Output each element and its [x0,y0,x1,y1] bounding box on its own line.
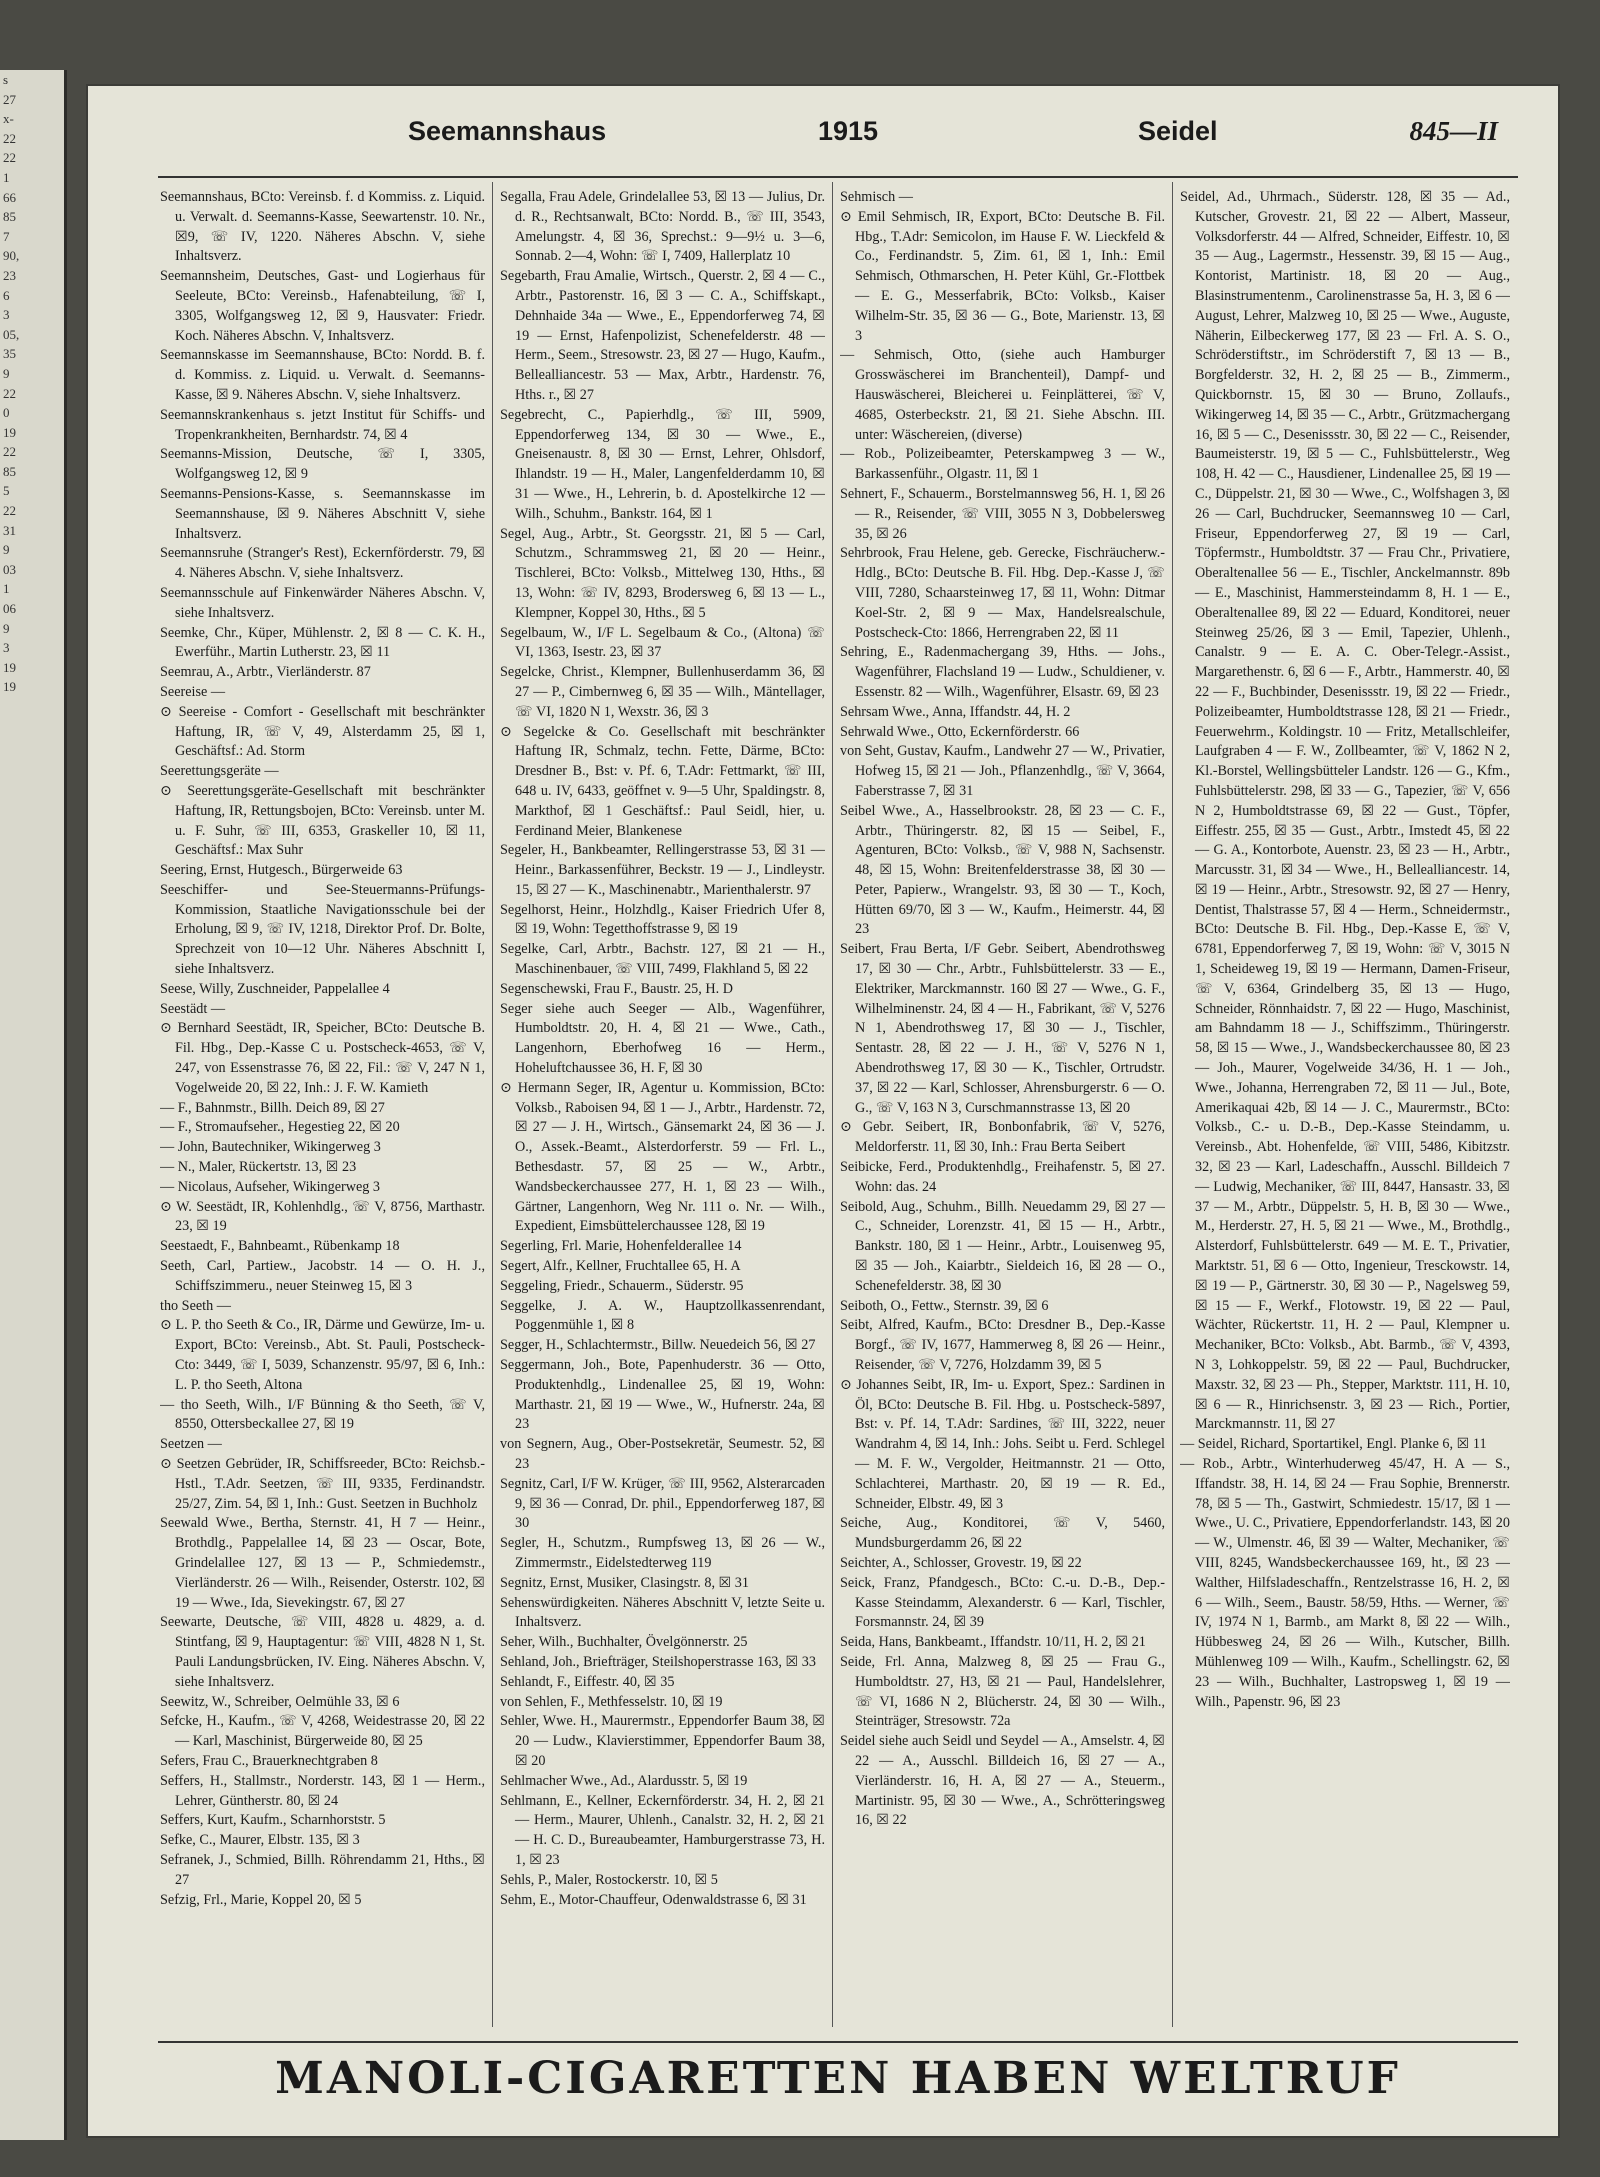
edge-text-fragment: 19 [3,424,16,440]
directory-entry: Seick, Franz, Pfandgesch., BCto: C.-u. D.-B., Dep.-Kasse Steindamm, Alexanderstr. 6 — Karl, Tischler, Forsmannstr. 24, ☒ 39 [840,1574,1165,1631]
edge-text-fragment: 31 [3,522,16,538]
directory-entry: Segler, H., Schutzm., Rumpfsweg 13, ☒ 26 — W., Zimmermstr., Eidelstedterweg 119 [500,1535,825,1571]
edge-text-fragment: 66 [3,189,16,205]
directory-entry: Sehmisch — [840,189,913,205]
directory-entry: Sehrsam Wwe., Anna, Iffandstr. 44, H. 2 [840,703,1071,720]
edge-text-fragment: 5 [3,483,10,499]
edge-text-fragment: 03 [3,561,16,577]
directory-entry: Seggelke, J. A. W., Hauptzollkassenrendant, Poggenmühle 1, ☒ 8 [500,1297,825,1334]
directory-entry: Segebrecht, C., Papierhdlg., ☏ III, 5909, Eppendorferweg 134, ☒ 30 — Wwe., E., Gneisenaustr. 8, ☒ 30 — Ernst, Lehrer, Ohlsdorf, Ihlandstr. 19 — H., Maler, Langenfelderdamm 10, ☒ 31 — Wwe., H., Lehrerin, b. d. Apostelkirche 12 — Wilh., Schuhm., Bankstr. 164, ☒ 1 [500,406,825,522]
directory-entry: von Seht, Gustav, Kaufm., Landwehr 27 — W., Privatier, Hofweg 15, ☒ 21 — Joh., Pflanzenhdlg., ☏ V, 3664, Faberstrasse 7, ☒ 31 [840,743,1165,799]
edge-text-fragment: 23 [3,267,16,283]
edge-text-fragment: 3 [3,307,10,323]
directory-entry: Sehlmacher Wwe., Ad., Alardusstr. 5, ☒ 19 [500,1772,748,1789]
adjacent-page-edge [0,70,67,2140]
edge-text-fragment: 7 [3,228,10,244]
directory-entry: ⊙ Segelcke & Co. Gesellschaft mit beschränkter Haftung IR, Schmalz, techn. Fette, Därme, BCto: Dresdner B., Bst: v. Pf. 6, T.Adr: Fettmarkt, ☏ III, 648 u. IV, 6433, geöffnet v. 9—5 Uhr, Spaldingstr. 8, Markthof, ☒ 1 Geschäftsf.: Paul Seidl, hier, u. Ferdinand Meier, Blankenese [500,723,825,839]
directory-entry: Sefzig, Frl., Marie, Koppel 20, ☒ 5 [160,1891,362,1908]
column-divider [832,182,833,2027]
directory-entry: Seeth, Carl, Partiew., Jacobstr. 14 — O. H. J., Schiffszimmeru., neuer Steinweg 15, ☒ 3 [160,1258,485,1294]
directory-entry: Seestädt — [160,1000,226,1017]
directory-entry: von Segnern, Aug., Ober-Postsekretär, Seumestr. 52, ☒ 23 [500,1436,825,1472]
edge-text-fragment: 22 [3,444,16,460]
directory-entry: Seibicke, Ferd., Produktenhdlg., Freihafenstr. 5, ☒ 27. Wohn: das. 24 [840,1159,1165,1195]
edge-text-fragment: 35 [3,346,16,362]
directory-entry: ⊙ Emil Sehmisch, IR, Export, BCto: Deutsche B. Fil. Hbg., T.Adr: Semicolon, im Hause F. W. Lieckfeld & Co., Ferdinandstr. 5, Zim. 61, ☒ 1, Inh.: Emil Sehmisch, Othmarschen, H. Peter Kühl, Gr.-Flottbek — E. G., Messerfabrik, BCto: Volksb., Kaiser Wilhelm-Str. 35, ☒ 36 — G., Bote, Marienstr. 13, ☒ 3 [840,208,1165,344]
directory-entry: Segger, H., Schlachtermstr., Billw. Neuedeich 56, ☒ 27 [500,1337,816,1354]
directory-entry: Sehrbrook, Frau Helene, geb. Gerecke, Fischräucherw.-Hdlg., BCto: Deutsche B. Fil. Hbg. Dep.-Kasse J, ☏ VIII, 7280, Schaarsteinweg 17, ☒ 11, Wohn: Ditmar Koel-Str. 2, ☒ 9 — Max, Handelsrealschule, Postscheck-Cto: 1866, Herrengraben 22, ☒ 11 [840,545,1165,641]
directory-entry: Segelke, Carl, Arbtr., Bachstr. 127, ☒ 21 — H., Maschinenbauer, ☏ VIII, 7499, Flakhland 5, ☒ 22 [500,941,825,978]
edge-text-fragment: 05, [3,326,20,342]
directory-entry: Seemannsruhe (Stranger's Rest), Eckernförderstr. 79, ☒ 4. Näheres Abschn. V, siehe Inhaltsverz. [160,545,485,582]
edge-text-fragment: 85 [3,463,16,479]
directory-entry: ⊙ Seetzen Gebrüder, IR, Schiffsreeder, BCto: Reichsb.-Hstl., T.Adr. Seetzen, ☏ III, 9335, Ferdinandstr. 25/27, Zim. 54, ☒ 1, Inh.: Gust. Seetzen in Buchholz [160,1456,485,1512]
directory-entry: Segebarth, Frau Amalie, Wirtsch., Querstr. 2, ☒ 4 — C., Arbtr., Pastorenstr. 16, ☒ 3 — C. A., Schiffskapt., Dehnhaide 34a — Wwe., E., Eppendorferweg 74, ☒ 19 — Ernst, Hafenpolizist, Schenefelderstr. 48 — Herm., Seem., Stresowstr. 23, ☒ 27 — Hugo, Kaufm., Bellealliancestr. 53 — Max, Arbtr., Hardenstr. 76, Hths. r., ☒ 27 [500,268,825,403]
edge-text-fragment: 19 [3,659,16,675]
directory-entry: Seeschiffer- und See-Steuermanns-Prüfungs-Kommission, Staatliche Navigationsschule bei der Erholung, ☒ 9, ☏ IV, 1218, Direktor Prof. Dr. Bolte, Sprechzeit von 10—12 Uhr. Näheres Abschnitt I, siehe Inhaltsverz. [160,881,485,978]
directory-body [158,176,1518,2033]
directory-entry: Sehm, E., Motor-Chauffeur, Odenwaldstrasse 6, ☒ 31 [500,1891,807,1908]
directory-entry: Sehnert, F., Schauerm., Borstelmannsweg 56, H. 1, ☒ 26 — R., Reisender, ☏ VIII, 3055 N 3, Dobbelersweg 35, ☒ 26 [840,485,1165,542]
directory-entry: — Rob., Arbtr., Winterhuderweg 45/47, H. A — S., Iffandstr. 38, H. 14, ☒ 24 — Frau Sophie, Brennerstr. 78, ☒ 5 — Th., Gastwirt, Schmiedestr. 15/17, ☒ 1 — Wwe., U. C., Privatiere, Eppendorferlandstr. 143, ☒ 20 — W., Ulmenstr. 46, ☒ 39 — Walter, Mechaniker, ☏ VIII, 8245, Wandsbeckerchaussee 169, ht., ☒ 23 — Walther, Hilfsladeschaffn., Rentzelstrasse 16, H. 2, ☒ 6 — Wilh., Seem., Baustr. 58/59, Hths. — Werner, ☏ IV, 1974 N 1, Barmb., am Markt 8, ☒ 22 — Wilh., Hübbesweg 24, ☒ 26 — Wilh., Kutscher, Billh. Mühlenweg 109 — Wilh., Kaufm., Schellingstr. 62, ☒ 23 — Wilh., Buchhalter, Lastropsweg 1, ☒ 19 — Wilh., Papenstr. 96, ☒ 23 [1180,1456,1510,1710]
directory-entry: Sehlmann, E., Kellner, Eckernförderstr. 34, H. 2, ☒ 21 — Herm., Maurer, Uhlenh., Canalstr. 32, H. 2, ☒ 21 — H. C. D., Bureaubeamter, Hamburgerstrasse 73, H. 1, ☒ 23 [500,1792,825,1868]
directory-entry: ⊙ Seereise - Comfort - Gesellschaft mit beschränkter Haftung, IR, ☏ V, 49, Alsterdamm 25, ☒ 1, Geschäftsf.: Ad. Storm [160,703,485,760]
directory-entry: Seibert, Frau Berta, I/F Gebr. Seibert, Abendrothsweg 17, ☒ 30 — Chr., Arbtr., Fuhlsbüttelerstr. 33 — E., Elektriker, Marckmannstr. 160 ☒ 27 — Wwe., G. F., Wilhelminenstr. 24, ☒ 4 — H., Fabrikant, ☏ V, 5276 N 1, Abendrothsweg 17, ☒ 30 — J., Tischler, Sentastr. 28, ☒ 22 — J. H., ☏ V, 5276 N 1, Abendrothsweg 17, ☒ 30 — K., Tischler, Ortrudstr. 37, ☒ 22 — Karl, Schlosser, Ahrensburgerstr. 6 — O. G., ☏ V, 163 N 3, Curschmannstrasse 13, ☒ 20 [840,941,1165,1116]
directory-entry: Seibel Wwe., A., Hasselbrookstr. 28, ☒ 23 — C. F., Arbtr., Thüringerstr. 82, ☒ 15 — Seibel, F., Agenturen, BCto: Volksb., ☏ V, 988 N, Sachsenstr. 48, ☒ 15, Wohn: Breitenfelderstrasse 38, ☒ 30 — Peter, Papierw., Wrangelstr. 93, ☒ 30 — T., Koch, Hütten 69/70, ☒ 3 — W., Kaufm., Heimerstr. 44, ☒ 23 [840,802,1165,938]
page-header [88,116,1558,152]
header-left-keyword: Seemannshaus [408,116,607,146]
directory-entry: Sehls, P., Maler, Rostockerstr. 10, ☒ 5 [500,1871,718,1888]
directory-entry: — Nicolaus, Aufseher, Wikingerweg 3 [160,1178,381,1195]
header-right-keyword: Seidel [1138,116,1218,146]
edge-text-fragment: 6 [3,287,10,303]
edge-text-fragment: 1 [3,581,10,597]
edge-text-fragment: x- [3,111,14,127]
directory-entry: — Seidel, Richard, Sportartikel, Engl. Planke 6, ☒ 11 [1180,1436,1487,1453]
directory-entry: — Rob., Polizeibeamter, Peterskampweg 3 — W., Barkassenführ., Olgastr. 11, ☒ 1 [840,446,1165,483]
directory-entry: Sefranek, J., Schmied, Billh. Röhrendamm 21, Hths., ☒ 27 [160,1851,485,1888]
directory-entry: ⊙ Gebr. Seibert, IR, Bonbonfabrik, ☏ V, 5276, Meldorferstr. 11, ☒ 30, Inh.: Frau Berta Seibert [840,1119,1165,1156]
directory-entry: Sehring, E., Radenmachergang 39, Hths. — Johs., Wagenführer, Flachsland 19 — Ludw., Schuldiener, v. Essenstr. 82 — Wilh., Wagenführer, Elsastr. 69, ☒ 23 [840,644,1165,700]
directory-entry: Segelhorst, Heinr., Holzhdlg., Kaiser Friedrich Ufer 8, ☒ 19, Wohn: Tegetthoffstrasse 9, ☒ 19 [500,901,825,938]
directory-entry: Seewitz, W., Schreiber, Oelmühle 33, ☒ 6 [160,1693,400,1710]
directory-entry: Segert, Alfr., Kellner, Fruchtallee 65, H. A [500,1258,741,1275]
directory-entry: ⊙ Hermann Seger, IR, Agentur u. Kommission, BCto: Volksb., Raboisen 94, ☒ 1 — J., Arbtr., Hardenstr. 72, ☒ 27 — J. H., Wirtsch., Gänsemarkt 24, ☒ 36 — J. O., Assek.-Beamt., Alsterdorferstr. 59 — Frl. L., Bethesdastr. 57, ☒ 25 — W., Arbtr., Wandsbeckerchaussee 277, H. 1, ☒ 23 — Wilh., Gärtner, Langenhorn, Weg Nr. 111 o. Nr. — Wilh., Expedient, Eimsbüttelerchaussee 128, ☒ 19 [500,1079,825,1235]
directory-entry: Segel, Aug., Arbtr., St. Georgsstr. 21, ☒ 5 — Carl, Schutzm., Schrammsweg 21, ☒ 20 — Heinr., Tischlerei, BCto: Volksb., Mittelweg 130, Hths., ☒ 13, Wohn: ☏ IV, 8293, Brodersweg 6, ☒ 13 — L., Klempner, Koppel 30, Hths., ☒ 5 [500,525,825,621]
directory-entry: ⊙ Johannes Seibt, IR, Im- u. Export, Spez.: Sardinen in Öl, BCto: Deutsche B. Fil. Hbg. u. Postscheck-5897, Bst: v. Pf. 14, T.Adr: Sardines, ☏ III, 3222, neuer Wandrahm 4, ☒ 14, Inh.: Johs. Seibt u. Ferd. Schlegel — M. F. W., Vergolder, Heitmannstr. 21 — Otto, Schlachterei, Marthastr. 20, ☒ 19 — R. Ed., Schneider, Elbstr. 49, ☒ 3 [840,1376,1165,1512]
directory-entry: Seemanns-Pensions-Kasse, s. Seemannskasse im Seemannshause, ☒ 9. Näheres Abschnitt V, siehe Inhaltsverz. [160,485,485,542]
directory-entry: Seemannsheim, Deutsches, Gast- und Logierhaus für Seeleute, BCto: Vereinsb., Hafenabteilung, ☏ I, 3305, Wolfgangsweg 12, ☒ 9, Hausvater: Friedr. Koch. Näheres Abschn. V, Inhaltsverz. [160,268,485,344]
column-3 [840,188,1165,2028]
edge-text-fragment: s [3,72,9,87]
directory-entry: Seiche, Aug., Konditorei, ☏ V, 5460, Mundsburgerdamm 26, ☒ 22 [840,1515,1165,1552]
column-4 [1180,188,1510,2028]
directory-entry: — F., Bahnmstr., Billh. Deich 89, ☒ 27 [160,1099,385,1116]
directory-entry: Seffers, Kurt, Kaufm., Scharnhorststr. 5 [160,1812,386,1829]
directory-entry: Sefke, C., Maurer, Elbstr. 135, ☒ 3 [160,1832,360,1849]
edge-text-fragment: 22 [3,150,16,166]
directory-entry: Sefers, Frau C., Brauerknechtgraben 8 [160,1752,378,1769]
directory-entry: Seemannshaus, BCto: Vereinsb. f. d Kommiss. z. Liquid. u. Verwalt. d. Seemanns-Kasse, Seewartenstr. 10. Nr., ☒9, ☏ IV, 1220. Näheres Abschn. V, siehe Inhaltsverz. [160,189,485,265]
header-year: 1915 [818,116,879,146]
edge-text-fragment: 22 [3,385,16,401]
directory-entry: Sehler, Wwe. H., Maurermstr., Eppendorfer Baum 38, ☒ 20 — Ludw., Klavierstimmer, Eppendorfer Baum 38, ☒ 20 [500,1713,825,1769]
directory-entry: Seetzen — [160,1436,222,1453]
directory-entry: Segalla, Frau Adele, Grindelallee 53, ☒ 13 — Julius, Dr. d. R., Rechtsanwalt, BCto: Nordd. B., ☏ III, 3543, Amelungstr. 4, ☒ 36, Sprechst.: 9—9½ u. 3—6, Sonnab. 2—4, Wohn: ☏ I, 7409, Hallerplatz 10 [500,189,825,265]
directory-entry: ⊙ Bernhard Seestädt, IR, Speicher, BCto: Deutsche B. Fil. Hbg., Dep.-Kasse C u. Postscheck-4653, ☏ V, 247, von Essenstrasse 76, ☒ 22, Fil.: ☏ V, 247 N 1, Vogelweide 20, ☒ 22, Inh.: J. F. W. Kamieth [160,1020,485,1096]
directory-entry: Seggermann, Joh., Bote, Papenhuderstr. 36 — Otto, Produktenhdlg., Lindenallee 25, ☒ 19, Wohn: Marthastr. 21, ☒ 19 — Wwe., W., Hufnerstr. 24a, ☒ 23 [500,1357,825,1433]
edge-text-fragment: 22 [3,130,16,146]
directory-entry: Seewarte, Deutsche, ☏ VIII, 4828 u. 4829, a. d. Stintfang, ☒ 9, Hauptagentur: ☏ VIII, 4828 N 1, St. Pauli Landungsbrücken, IV. Eing. Näheres Abschn. V, siehe Inhaltsverz. [160,1614,485,1690]
directory-entry: Seibt, Alfred, Kaufm., BCto: Dresdner B., Dep.-Kasse Borgf., ☏ IV, 1677, Hammerweg 8, ☒ 26 — Heinr., Reisender, ☏ V, 7276, Holzdamm 39, ☒ 5 [840,1317,1165,1374]
directory-entry: Segelbaum, W., I/F L. Segelbaum & Co., (Altona) ☏ VI, 1363, Isestr. 23, ☒ 37 [500,624,825,661]
directory-entry: Sehenswürdigkeiten. Näheres Abschnitt V, letzte Seite u. Inhaltsverz. [500,1594,825,1631]
directory-entry: ⊙ W. Seestädt, IR, Kohlenhdlg., ☏ V, 8756, Marthastr. 23, ☒ 19 [160,1198,485,1235]
directory-entry: Segelcke, Christ., Klempner, Bullenhuserdamm 36, ☒ 27 — P., Cimbernweg 6, ☒ 35 — Wilh., Mäntellager, ☏ VI, 1820 N 1, Wexstr. 36, ☒ 3 [500,664,825,720]
directory-entry: tho Seeth — [160,1297,231,1314]
directory-entry: — F., Stromaufseher., Hegestieg 22, ☒ 20 [160,1119,400,1136]
column-divider [492,182,493,2027]
directory-entry: ⊙ L. P. tho Seeth & Co., IR, Därme und Gewürze, Im- u. Export, BCto: Vereinsb., Abt. St. Pauli, Postscheck-Cto: 3449, ☏ I, 5039, Schanzenstr. 95/97, ☒ 6, Inh.: L. P. tho Seeth, Altona [160,1317,485,1393]
directory-entry: — tho Seeth, Wilh., I/F Bünning & tho Seeth, ☏ V, 8550, Ottersbeckallee 27, ☒ 19 [160,1396,485,1433]
directory-entry: Seidel, Ad., Uhrmach., Süderstr. 128, ☒ 35 — Ad., Kutscher, Grovestr. 21, ☒ 22 — Albert, Masseur, Volksdorferstr. 44 — Alfred, Schneider, Eiffestr. 10, ☒ 35 — Aug., Lagermstr., Hessenstr. 39, ☒ 15 — Aug., Kontorist, Martinistr. 18, ☒ 20 — Aug., Blasinstrumentenm., Carolinenstrasse 5a, H. 3, ☒ 6 — August, Lehrer, Malzweg 10, ☒ 25 — Wwe., Auguste, Näherin, Eilbeckerweg 177, ☒ 23 — Frl. A. S. O., Schröderstiftstr., im Schröderstift 7, ☒ 13 — B., Borgfelderstr. 32, H. 2, ☒ 25 — B., Zimmerm., Quickbornstr. 15, ☒ 30 — Bruno, Zollaufs., Wikingerweg 14, ☒ 35 — C., Arbtr., Grützmachergang 16, ☒ 5 — C., Desenissstr. 30, ☒ 22 — C., Reisender, Baumeisterstr. 19, ☒ 5 — C., Fuhlsbüttelerstr., Weg 108, H. 42 — C., Hausdiener, Lindenallee 25, ☒ 19 — C., Düppelstr. 21, ☒ 30 — Wwe., C., Wolfshagen 3, ☒ 26 — Carl, Buchdrucker, Seemannsweg 10 — Carl, Friseur, Eppendorferweg 27, ☒ 19 — Carl, Töpfermstr., Humboldtstr. 37 — Frau Chr., Privatiere, Oberaltenallee 56 — E., Tischler, Anckelmannstr. 89b — E., Maschinist, Hammersteindamm 8, H. 1 — E., Oberaltenallee 89, ☒ 22 — Eduard, Konditorei, neuer Steinweg 25/26, ☒ 3 — Emil, Tapezier, Uhlenh., Canalstr. 9 — E. A. C. Ober-Telegr.-Assist., Margarethenstr. 6, ☒ 6 — F., Arbtr., Hammerstr. 40, ☒ 22 — F., Buchbinder, Desenissstr. 19, ☒ 22 — Friedr., Polizeibeamter, Humboldtstrasse 128, ☒ 21 — Friedr., Feuerwehrm., Koldingstr. 10 — Fritz, Metallschleifer, Laufgraben 4 — F. W., Zollbeamter, ☏ V, 1862 N 2, Kl.-Borstel, Wellingsbütteler Landstr. 126 — G., Kfm., Fuhlsbüttelerstr. 298, ☒ 33 — G., Tapezier, ☏ V, 656 N 2, Humboldtstrasse 69, ☒ 22 — Gust., Töpfer, Eiffestr. 255, ☒ 35 — Gust., Arbtr., Imstedt 45, ☒ 22 — G. A., Kontorbote, Auenstr. 23, ☒ 23 — H., Arbtr., Marcusstr. 31, ☒ 34 — Wwe., H., Bellealliancestr. 14, ☒ 19 — Heinr., Arbtr., Stresowstr. 92, ☒ 27 — Henry, Dentist, Thalstrasse 57, ☒ 4 — Herm., Schneidermstr., BCto: Deutsche B. Fil. Hbg., Dep.-Kasse E, ☏ V, 6781, Eppendorferweg 7, ☒ 19, Wohn: ☏ V, 3015 N 1, Scheideweg 19, ☒ 19 — Hermann, Damen-Friseur, ☏ V, 6364, Grindelberg 35, ☒ 13 — Hugo, Schneider, Rönnhaidstr. 7, ☒ 22 — Hugo, Maschinist, am Bahndamm 18 — J., Schiffszimm., Thüringerstr. 58, ☒ 15 — Wwe., J., Wandsbeckerchaussee 80, ☒ 23 — Joh., Maurer, Vogelweide 34/36, H. 1 — Joh., Wwe., Johanna, Herrengraben 72, ☒ 11 — Jul., Bote, Amerikaquai 42b, ☒ 14 — J. C., Maurermstr., BCto: Volksb., C.- u. D.-B., Dep.-Kasse Steindamm, u. Vereinsb., Abt. Hohenfelde, ☏ VIII, 5486, Kibitzstr. 32, ☒ 23 — Karl, Ladeschaffn., Ausschl. Billdeich 7 — Ludwig, Mechaniker, ☏ III, 8447, Hansastr. 33, ☒ 37 — M., Arbtr., Düppelstr. 5, H. B, ☒ 30 — Wwe., M., Herderstr. 27, H. 5, ☒ 21 — Wwe., M., Brothdlg., Alsterdorf, Fuhlsbüttelerstr. 649 — M. E. T., Privatier, Marktstr. 51, ☒ 6 — Otto, Ingenieur, Tresckowstr. 14, ☒ 19 — P., Gärtnerstr. 30, ☒ 30 — P., Nagelsweg 59, ☒ 15 — F., Werkf., Flotowstr. 19, ☒ 22 — Paul, Wächter, Rückertstr. 11, H. 2 — Paul, Klempner u. Mechaniker, BCto: Volksb., Abt. Barmb., ☏ V, 4393, N 3, Lohkoppelstr. 59, ☒ 22 — Paul, Buchdrucker, Maxstr. 32, ☒ 23 — Ph., Stepper, Marktstr. 111, H. 10, ☒ 6 — R., Hinrichsenstr. 3, ☒ 23 — Rich., Portier, Marckmannstr. 11, ☒ 27 [1180,189,1510,1433]
directory-entry: Seewald Wwe., Bertha, Sternstr. 41, H 7 — Heinr., Brothdlg., Pappelallee 14, ☒ 23 — Oscar, Bote, Grindelallee 127, ☒ 13 — P., Schmiedemstr., Vierländerstr. 26 — Wilh., Reisender, Osterstr. 102, ☒ 19 — Wwe., Ida, Sievekingstr. 67, ☒ 27 [160,1515,485,1611]
directory-entry: — Sehmisch, Otto, (siehe auch Hamburger Grosswäscherei im Branchenteil), Dampf- und Hauswäscherei, Bleicherei u. Feinplätterei, ☏ V, 4685, Osterbeckstr. 21, ☒ 21. Siehe Abschn. III. unter: Wäschereien, (diverse) [840,347,1165,443]
directory-entry: Seida, Hans, Bankbeamt., Iffandstr. 10/11, H. 2, ☒ 21 [840,1634,1146,1651]
directory-entry: Seiboth, O., Fettw., Sternstr. 39, ☒ 6 [840,1297,1049,1314]
directory-entry: Segnitz, Carl, I/F W. Krüger, ☏ III, 9562, Alsterarcaden 9, ☒ 36 — Conrad, Dr. phil., Eppendorferweg 187, ☒ 30 [500,1475,825,1532]
directory-entry: Seidel siehe auch Seidl und Seydel — A., Amselstr. 4, ☒ 22 — A., Ausschl. Billdeich 16, ☒ 27 — A., Vierländerstr. 16, H. A, ☒ 27 — A., Steuerm., Martinistr. 95, ☒ 30 — Wwe., A., Schrötteringsweg 16, ☒ 22 [840,1733,1165,1829]
directory-entry: Seide, Frl. Anna, Malzweg 8, ☒ 25 — Frau G., Humboldtstr. 27, H3, ☒ 21 — Paul, Handelslehrer, ☏ VI, 1686 N 2, Blücherstr. 24, ☒ 30 — Wilh., Steinträger, Stresowstr. 72a [840,1653,1165,1730]
edge-text-fragment: 22 [3,503,16,519]
directory-entry: Seger siehe auch Seeger — Alb., Wagenführer, Humboldtstr. 20, H. 4, ☒ 21 — Wwe., Cath., Langenhorn, Eberhofweg 16 — Herm., Hoheluftchaussee 36, H. F, ☒ 30 [500,1000,825,1077]
directory-entry: Seher, Wilh., Buchhalter, Övelgönnerstr. 25 [500,1634,748,1651]
directory-entry: — John, Bautechniker, Wikingerweg 3 [160,1139,381,1156]
directory-entry: Seerettungsgeräte — [160,763,279,780]
directory-entry: — N., Maler, Rückertstr. 13, ☒ 23 [160,1159,357,1176]
directory-entry: Seibold, Aug., Schuhm., Billh. Neuedamm 29, ☒ 27 — C., Schneider, Lorenzstr. 41, ☒ 15 — H., Arbtr., Bankstr. 180, ☒ 1 — Heinr., Arbtr., Louisenweg 95, ☒ 35 — Joh., Kaiarbtr., Sieldeich 16, ☒ 28 — O., Schenefelderstr. 38, ☒ 30 [840,1198,1165,1294]
directory-entry: Seemannskasse im Seemannshause, BCto: Nordd. B. f. d. Kommiss. z. Liquid. u. Verwalt. d. Seemanns-Kasse, ☒ 9. Näheres Abschn. V, siehe Inhaltsverz. [160,347,485,403]
edge-text-fragment: 0 [3,405,10,421]
directory-entry: Seemanns-Mission, Deutsche, ☏ I, 3305, Wolfgangsweg 12, ☒ 9 [160,446,485,483]
directory-entry: Seemannsschule auf Finkenwärder Näheres Abschn. V, siehe Inhaltsverz. [160,584,485,621]
directory-entry: Seemrau, A., Arbtr., Vierländerstr. 87 [160,664,371,681]
edge-text-fragment: 06 [3,601,16,617]
column-1 [160,188,485,2028]
directory-entry: Segnitz, Ernst, Musiker, Clasingstr. 8, ☒ 31 [500,1574,749,1591]
directory-entry: Seereise — [160,683,226,700]
advertisement-banner: MANOLI-CIGARETTEN HABEN WELTRUF [158,2041,1518,2104]
directory-entry: Sefcke, H., Kaufm., ☏ V, 4268, Weidestrasse 20, ☒ 22 — Karl, Maschinist, Bürgerweide 80, ☒ 25 [160,1713,485,1750]
directory-entry: Segenschewski, Frau F., Baustr. 25, H. D [500,980,733,997]
directory-entry: Seese, Willy, Zuschneider, Pappelallee 4 [160,980,390,997]
edge-text-fragment: 19 [3,679,16,695]
edge-text-fragment: 3 [3,640,10,656]
edge-text-fragment: 9 [3,365,10,381]
edge-text-fragment: 1 [3,169,10,185]
directory-entry: ⊙ Seerettungsgeräte-Gesellschaft mit beschränkter Haftung, IR, Rettungsbojen, BCto: Vereinsb. unter M. u. F. Suhr, ☏ III, 6353, Graskeller 10, ☒ 11, Geschäftsf.: Max Suhr [160,782,485,859]
edge-text-fragment: 9 [3,542,10,558]
directory-entry: Seemke, Chr., Küper, Mühlenstr. 2, ☒ 8 — C. K. H., Ewerführ., Martin Lutherstr. 23, ☒ 11 [160,624,485,661]
directory-entry: Seestaedt, F., Bahnbeamt., Rübenkamp 18 [160,1238,400,1255]
edge-text-fragment: 85 [3,209,16,225]
column-2 [500,188,825,2028]
page-number: 845—II [1409,116,1498,146]
directory-entry: Seffers, H., Stallmstr., Norderstr. 143, ☒ 1 — Herm., Lehrer, Güntherstr. 80, ☒ 24 [160,1772,485,1809]
directory-entry: Seemannskrankenhaus s. jetzt Institut für Schiffs- und Tropenkrankheiten, Bernhardstr. 74, ☒ 4 [160,406,485,443]
directory-entry: Segeler, H., Bankbeamter, Rellingerstrasse 53, ☒ 31 — Heinr., Barkassenführer, Beckstr. 19 — J., Lindleystr. 15, ☒ 27 — K., Maschinenabtr., Marienthalerstr. 97 [500,842,825,898]
column-divider [1172,182,1173,2027]
directory-entry: Sehland, Joh., Briefträger, Steilshoperstrasse 163, ☒ 33 [500,1653,816,1670]
directory-entry: von Sehlen, F., Methfesselstr. 10, ☒ 19 [500,1693,723,1710]
edge-text-fragment: 27 [3,91,16,107]
edge-text-fragment: 90, [3,248,20,264]
directory-entry: Sehlandt, F., Eiffestr. 40, ☒ 35 [500,1673,675,1690]
directory-entry: Segerling, Frl. Marie, Hohenfelderallee 14 [500,1238,742,1255]
directory-page [88,86,1558,2136]
directory-entry: Seichter, A., Schlosser, Grovestr. 19, ☒ 22 [840,1554,1082,1571]
edge-text-fragment: 9 [3,620,10,636]
directory-entry: Seggeling, Friedr., Schauerm., Süderstr. 95 [500,1277,744,1294]
directory-entry: Sehrwald Wwe., Otto, Eckernförderstr. 66 [840,723,1080,740]
directory-entry: Seering, Ernst, Hutgesch., Bürgerweide 63 [160,862,403,879]
